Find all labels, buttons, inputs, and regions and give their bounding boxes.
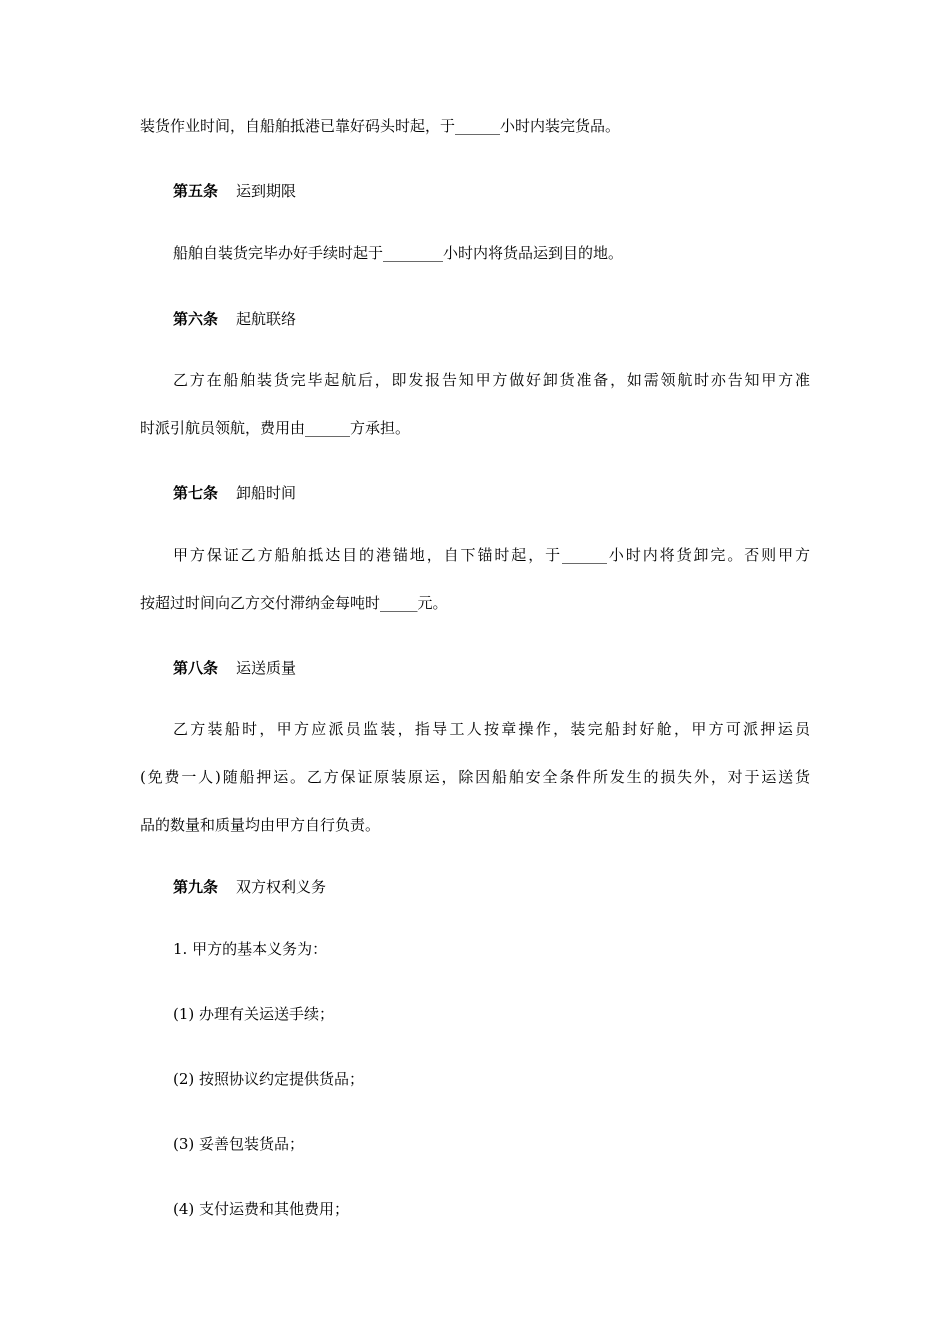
article-6-heading (173, 309, 296, 329)
paragraph-article-8-line-2: (免费一人)随船押运。乙方保证原装原运，除因船舶安全条件所发生的损失外，对于运送货 (140, 768, 810, 786)
paragraph-article-8-line-1: 乙方装船时，甲方应派员监装，指导工人按章操作，装完船封好舱，甲方可派押运员 (173, 720, 810, 738)
paragraph-article-6-line-2: 时派引航员领航，费用由______方承担。 (140, 419, 411, 437)
paragraph-article-8-line-3: 品的数量和质量均由甲方自行负责。 (140, 816, 381, 834)
article-8-heading (173, 658, 296, 678)
list-item-1-3: (3) 妥善包装货品； (173, 1135, 305, 1153)
paragraph-article-5: 船舶自装货完毕办好手续时起于________小时内将货品运到目的地。 (173, 244, 624, 262)
article-9-heading (173, 877, 326, 897)
article-7-heading (173, 483, 296, 503)
article-8-title: 运送质量 (236, 659, 297, 677)
article-7-number: 第七条 (173, 484, 219, 502)
article-5-number: 第五条 (173, 182, 219, 200)
list-item-1: 1. 甲方的基本义务为： (173, 940, 328, 958)
article-9-title: 双方权利义务 (236, 878, 327, 896)
list-item-1-4: (4) 支付运费和其他费用； (173, 1200, 350, 1218)
article-7-title: 卸船时间 (236, 484, 297, 502)
article-8-number: 第八条 (173, 659, 219, 677)
list-item-1-2: (2) 按照协议约定提供货品； (173, 1070, 365, 1088)
paragraph-article-6-line-1: 乙方在船舶装货完毕起航后，即发报告知甲方做好卸货准备，如需领航时亦告知甲方准 (173, 371, 810, 389)
article-5-heading (173, 181, 296, 201)
article-9-number: 第九条 (173, 878, 219, 896)
article-6-title: 起航联络 (236, 310, 297, 328)
paragraph-loading-time: 装货作业时间，自船舶抵港已靠好码头时起，于______小时内装完货品。 (140, 117, 621, 135)
list-item-1-1: (1) 办理有关运送手续； (173, 1005, 335, 1023)
paragraph-article-7-line-2: 按超过时间向乙方交付滞纳金每吨时_____元。 (140, 594, 448, 612)
article-5-title: 运到期限 (236, 182, 297, 200)
paragraph-article-7-line-1: 甲方保证乙方船舶抵达目的港锚地，自下锚时起，于______小时内将货卸完。否则甲方 (173, 546, 810, 564)
article-6-number: 第六条 (173, 310, 219, 328)
